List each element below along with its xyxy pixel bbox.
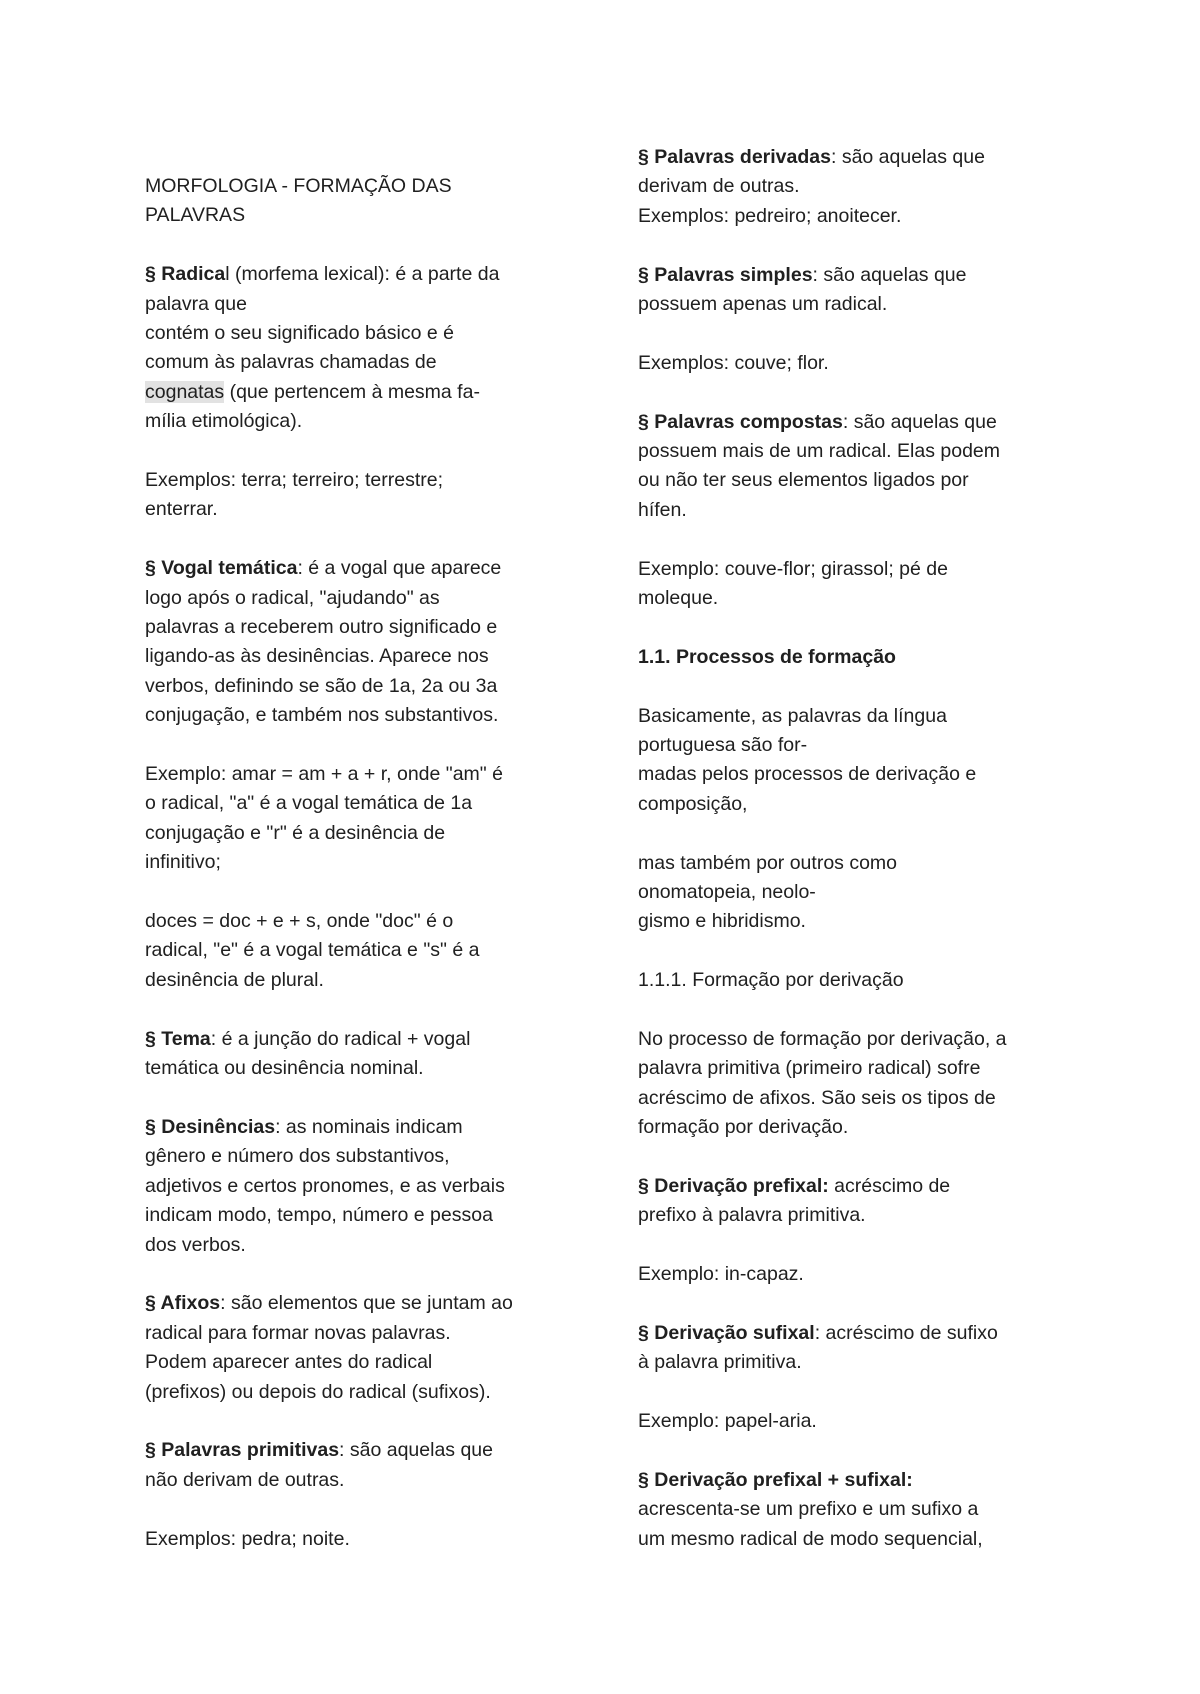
palavras-simples-definition: § Palavras simples: são aquelas que (638, 263, 967, 286)
sufixal-example: Exemplo: papel-aria. (638, 1410, 817, 1433)
left-column: MORFOLOGIA - FORMAÇÃO DAS PALAVRAS § Radical (morfema lexical): é a parte da palavra que contém o seu significado básico e é comum às palavras chamadas de cognatas (que pertencem à mesma fa- mília etimológica). Exemplos: terra; terreiro; terrestre; enterrar. § Vogal temática: é a vogal que aparece logo após o radical, "ajudando" as palavras a receberem outro significado e ligando-as às desinências. Aparece nos verbos, definindo se são de 1a, 2a ou 3a conjugação, e também nos substantivos. Exemplo: amar = am + a + r, onde "am" é o radical, "a" é a vogal temática de 1a conjugação e "r" é a desinência de infinitivo; doces = doc + e + s, onde "doc" é o radical, "e" é a vogal temática e "s" é a desinência de plural. § Tema: é a junção do radical + vogal temática ou desinência nominal. § Desinências: as nominais indicam gênero e número dos substantivos, adjetivos e certos pronomes, e as verbais indicam modo, tempo, número e pessoa dos verbos. § Afixos: são elementos que se juntam ao radical para formar novas palavras. Podem aparecer antes do radical (prefixos) ou depois do radical (sufixos). § Palavras primitivas: são aquelas que não derivam de outras. Exemplos: pedra; noite. (145, 172, 585, 1554)
right-column: § Palavras derivadas: são aquelas que derivam de outras. Exemplos: pedreiro; anoitecer. § Palavras simples: são aquelas que possuem apenas um radical. Exemplos: couve; flor. § Palavras compostas: são aquelas que possuem mais de um radical. Elas podem ou não ter seus elementos ligados por hífen. Exemplo: couve-flor; girassol; pé de moleque. 1.1. Processos de formação Basicamente, as palavras da língua portuguesa são for- madas pelos processos de derivação e composição, mas também por outros como onomatopeia, neolo- gismo e hibridismo. 1.1.1. Formação por derivação No processo de formação por derivação, a palavra primitiva (primeiro radical) sofre acréscimo de afixos. São seis os tipos de formação por derivação. § Derivação prefixal: acréscimo de prefixo à palavra primitiva. Exemplo: in-capaz. § Derivação sufixal: acréscimo de sufixo à palavra primitiva. Exemplo: papel-aria. § Derivação prefixal + sufixal: acrescenta-se um prefixo e um sufixo a um mesmo radical de modo sequencial, (638, 143, 1078, 1554)
subsection-heading: 1.1.1. Formação por derivação (638, 969, 904, 992)
vogal-tematica-term: § Vogal temática (145, 557, 298, 580)
derivacao-prefixal-sufixal-term: § Derivação prefixal + sufixal: (638, 1469, 913, 1492)
document-title-line-1: MORFOLOGIA - FORMAÇÃO DAS (145, 175, 452, 197)
desinencias-definition: § Desinências: as nominais indicam (145, 1115, 463, 1138)
derivacao-prefixal-sufixal-definition (638, 1466, 1078, 1495)
processes-intro: Basicamente, as palavras da língua (638, 704, 947, 727)
primitivas-examples: Exemplos: pedra; noite. (145, 1527, 350, 1550)
derivacao-prefixal-definition: § Derivação prefixal: acréscimo de (638, 1175, 951, 1198)
palavras-simples-term: § Palavras simples (638, 263, 813, 286)
simples-examples: Exemplos: couve; flor. (638, 351, 829, 374)
radical-examples: Exemplos: terra; terreiro; terrestre; (145, 469, 444, 492)
derivacao-sufixal-term: § Derivação sufixal (638, 1322, 815, 1345)
derivadas-examples: Exemplos: pedreiro; anoitecer. (638, 204, 902, 227)
derivacao-sufixal-definition: § Derivação sufixal: acréscimo de sufixo (638, 1322, 998, 1345)
radical-definition: § Radical (morfema lexical): é a parte da (145, 263, 500, 286)
highlighted-word-cognatas: cognatas (145, 380, 225, 403)
palavras-compostas-definition: § Palavras compostas: são aquelas que (638, 410, 997, 433)
palavras-primitivas-term: § Palavras primitivas (145, 1439, 340, 1462)
palavras-compostas-term: § Palavras compostas (638, 410, 843, 433)
radical-term: § Radica (145, 263, 226, 286)
compostas-examples: Exemplo: couve-flor; girassol; pé de (638, 557, 948, 580)
derivacao-prefixal-term: § Derivação prefixal: (638, 1175, 829, 1198)
afixos-definition: § Afixos: são elementos que se juntam ao (145, 1292, 513, 1315)
vogal-tematica-definition: § Vogal temática: é a vogal que aparece (145, 557, 502, 580)
palavras-derivadas-definition: § Palavras derivadas: são aquelas que (638, 146, 985, 168)
tema-definition: § Tema: é a junção do radical + vogal (145, 1027, 471, 1050)
tema-term: § Tema (145, 1027, 211, 1050)
prefixal-example: Exemplo: in-capaz. (638, 1263, 804, 1286)
palavras-primitivas-definition: § Palavras primitivas: são aquelas que (145, 1439, 493, 1462)
desinencias-term: § Desinências (145, 1115, 276, 1138)
example-amar: Exemplo: amar = am + a + r, onde "am" é (145, 763, 503, 786)
palavras-derivadas-term: § Palavras derivadas (638, 146, 831, 168)
afixos-term: § Afixos (145, 1292, 221, 1315)
document-title-line-2: PALAVRAS (145, 204, 246, 227)
section-heading: 1.1. Processos de formação (638, 645, 896, 668)
other-processes: mas também por outros como (638, 851, 898, 874)
example-doces: doces = doc + e + s, onde "doc" é o (145, 910, 454, 933)
derivation-intro: No processo de formação por derivação, a (638, 1028, 1007, 1051)
